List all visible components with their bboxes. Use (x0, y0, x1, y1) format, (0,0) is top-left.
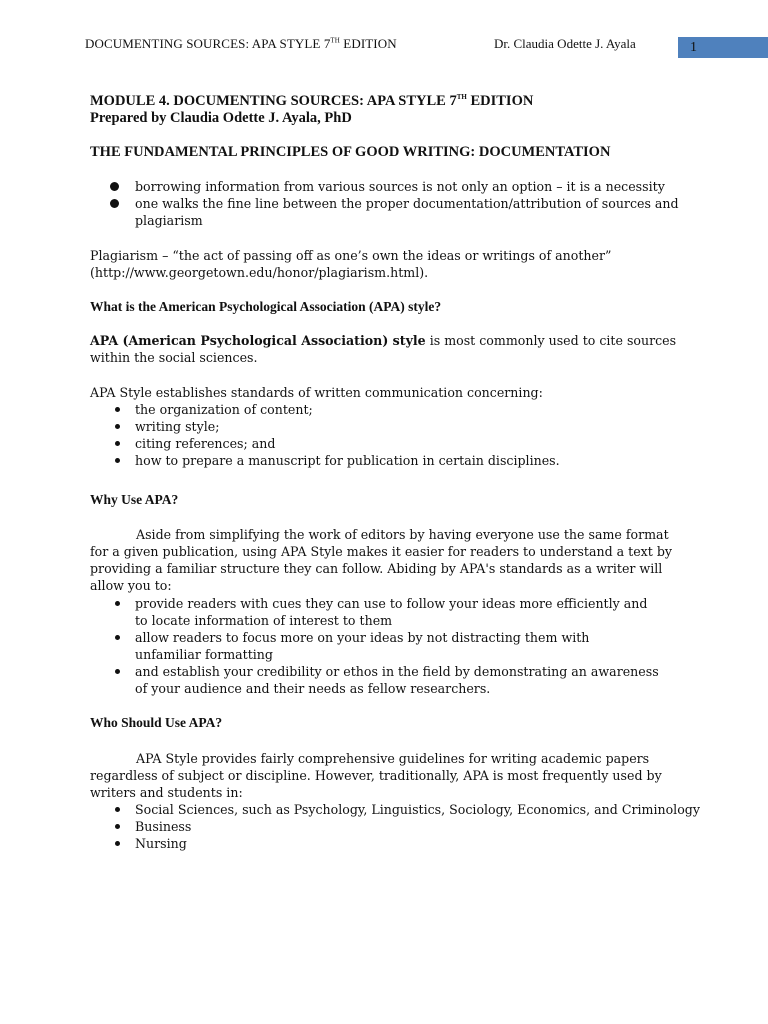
list-item: Social Sciences, such as Psychology, Linguistics, Sociology, Economics, and Criminology (90, 801, 690, 818)
list-item: how to prepare a manuscript for publication in certain disciplines. (90, 452, 690, 469)
list-item: borrowing information from various sources is not only an option – it is a necessity (90, 178, 690, 195)
list-item: Business (90, 818, 690, 835)
why-use-paragraph: Aside from simplifying the work of editors by having everyone use the same format for a given publication, using APA Style makes it easier for readers to understand a text by providing a familiar structure they can follow. Abiding by APA's standards as a writer will allow you to: (90, 527, 673, 593)
page-number-box (678, 37, 768, 58)
why-use-list (90, 595, 690, 697)
page-number: 1 (690, 40, 697, 55)
list-item: allow readers to focus more on your ideas by not distracting them with unfamiliar formatting (90, 629, 690, 663)
header-author: Dr. Claudia Odette J. Ayala (494, 36, 636, 51)
bullet-icon (110, 199, 119, 208)
question-who-should-use-apa: Who Should Use APA? (90, 715, 223, 730)
list-item: Nursing (90, 835, 690, 852)
bullet-icon (115, 635, 120, 640)
principles-list (90, 178, 690, 229)
list-item: the organization of content; (90, 401, 690, 418)
list-item: provide readers with cues they can use to follow your ideas more efficiently and to locate information of interest to them (90, 595, 690, 629)
section-heading-principles: THE FUNDAMENTAL PRINCIPLES OF GOOD WRITING: DOCUMENTATION (90, 144, 611, 160)
bullet-icon (115, 441, 120, 446)
list-item: one walks the fine line between the proper documentation/attribution of sources and plagiarism (90, 195, 690, 229)
question-why-use-apa: Why Use APA? (90, 492, 179, 507)
bullet-icon (115, 424, 120, 429)
plagiarism-definition: Plagiarism – “the act of passing off as one’s own the ideas or writings of another” (http://www.georgetown.edu/honor/plagiarism.html). (90, 248, 612, 280)
bullet-icon (115, 669, 120, 674)
apa-standards-list (90, 401, 690, 469)
bullet-icon (115, 407, 120, 412)
document-body (90, 92, 700, 851)
module-title: MODULE 4. DOCUMENTING SOURCES: APA STYLE 7TH EDITION (90, 93, 534, 109)
who-should-list (90, 801, 700, 852)
header-title: DOCUMENTING SOURCES: APA STYLE 7TH EDITION (85, 36, 397, 51)
list-item: citing references; and (90, 435, 690, 452)
page-header (85, 34, 768, 56)
question-what-is-apa: What is the American Psychological Association (APA) style? (90, 299, 442, 314)
list-item: and establish your credibility or ethos in the field by demonstrating an awareness of your audience and their needs as fellow researchers. (90, 663, 690, 697)
bullet-icon (115, 824, 120, 829)
apa-definition: APA (American Psychological Association) style is most commonly used to cite sources within the social sciences. (90, 333, 677, 365)
apa-standards-intro: APA Style establishes standards of written communication concerning: (90, 385, 543, 400)
bullet-icon (115, 601, 120, 606)
prepared-by: Prepared by Claudia Odette J. Ayala, PhD (90, 110, 352, 126)
bullet-icon (115, 841, 120, 846)
list-item: writing style; (90, 418, 690, 435)
who-should-paragraph: APA Style provides fairly comprehensive guidelines for writing academic papers regardless of subject or discipline. However, traditionally, APA is most frequently used by writers and students in: (90, 751, 662, 800)
bullet-icon (115, 458, 120, 463)
bullet-icon (110, 182, 119, 191)
bullet-icon (115, 807, 120, 812)
